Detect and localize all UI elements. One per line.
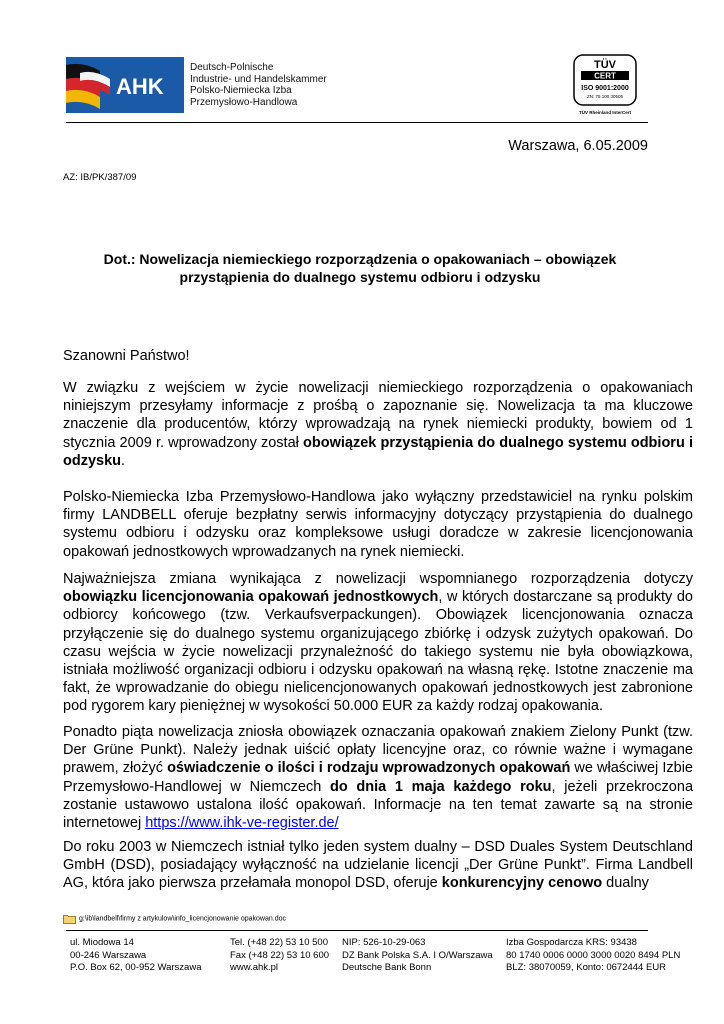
paragraph-text: Do roku 2003 w Niemczech istniał tylko jeden system dualny – DSD Duales System Deutschland GmbH (DSD), posiadający wyłączność na udzielanie licencji „Der Grüne Punkt”. Firma Landbell AG, która jako pierwsza przełamała monopol DSD, oferuje xyxy=(63,839,693,892)
paragraph-text: W związku z wejściem w życie nowelizacji niemieckiego rozporządzenia o opakowaniach niniejszym przesyłamy informacje z prośbą o zapoznanie się. Nowelizacja ta ma kluczowe znaczenie dla producentów, którzy wprowadzają na rynek niemiecki produkty, bowiem od 1 stycznia 2009 r. wprowadzony został xyxy=(63,380,693,451)
tuv-certificate-seal-icon xyxy=(566,54,644,118)
cert-number: ZN: 75.100.30505 xyxy=(586,94,624,99)
footer-line: www.ahk.pl xyxy=(230,962,279,973)
paragraph-green-dot xyxy=(63,723,693,832)
paragraph-landbell: Polsko-Niemiecka Izba Przemysłowo-Handlowa jako wyłączny przedstawiciel na rynku polskim firmy LANDBELL oferuje bezpłatny serwis informacyjny dotyczący przystąpienia do dualnego systemu odbioru i odzysku oraz kompleksowe usługi doradcze w zakresie licencjonowania opakowań jednostkowych wprowadzanych na rynek niemiecki. xyxy=(63,489,693,560)
chamber-names xyxy=(190,62,327,108)
cert-mark: TÜV xyxy=(594,59,616,71)
footer-line: NIP: 526-10-29-063 xyxy=(342,937,426,948)
paragraph-text: dualny xyxy=(602,875,649,892)
footer-line: Tel. (+48 22) 53 10 500 xyxy=(230,937,328,948)
salutation: Szanowni Państwo! xyxy=(63,348,190,364)
footer-contact xyxy=(230,937,329,975)
ahk-flag-logo-icon xyxy=(66,57,184,113)
footer-line: ul. Miodowa 14 xyxy=(70,937,134,948)
footer-line: BLZ: 38070059, Konto: 0672444 EUR xyxy=(506,962,667,973)
paragraph-dsd-history xyxy=(63,838,693,893)
footer-divider xyxy=(66,930,648,931)
letter-date: Warszawa, 6.05.2009 xyxy=(508,138,648,154)
letter-subject xyxy=(63,250,657,286)
footer-line: P.O. Box 62, 00-952 Warszawa xyxy=(70,962,202,973)
emphasis-text: obowiązek przystąpienia do dualnego systemu odbioru i odzysku xyxy=(63,434,693,469)
footer-line: 00-246 Warszawa xyxy=(70,949,147,961)
logo-text: AHK xyxy=(116,74,164,99)
footer-line: Deutsche Bank Bonn xyxy=(342,962,432,973)
cert-issuer: TÜV Rheinland InterCert xyxy=(578,110,632,115)
footer-line: Fax (+48 22) 53 10 600 xyxy=(230,949,330,961)
paragraph-text: . xyxy=(121,452,126,469)
register-link[interactable]: https://www.ihk-ve-register.de/ xyxy=(145,815,339,832)
org-name-line: Polsko-Niemiecka Izba xyxy=(190,85,292,96)
footer-address xyxy=(70,937,201,975)
footer-line: 80 1740 0006 0000 3000 0020 8494 PLN xyxy=(506,949,681,961)
footer-line: DZ Bank Polska S.A. I O/Warszawa xyxy=(342,949,493,961)
org-name-line: Przemysłowo-Handlowa xyxy=(190,96,298,108)
paragraph-text: we właściwej Izbie Przemysłowo-Handlowej w Niemczech xyxy=(63,760,693,795)
org-name-line: Deutsch-Polnische xyxy=(190,62,274,73)
subject-line: Dot.: Nowelizacja niemieckiego rozporządzenia o opakowaniach – obowiązek xyxy=(103,251,617,267)
footer-line: Izba Gospodarcza KRS: 93438 xyxy=(506,937,637,948)
paragraph-intro xyxy=(63,379,693,470)
file-path-text: g:\ib\landbell\firmy z artykulow\info_licencjonowanie opakowan.doc xyxy=(79,915,287,923)
header-divider xyxy=(66,122,648,123)
paragraph-text: , w których dostarczane są produkty do odbiorcy końcowego (tzw. Verkaufsverpackungen). Obowiązek licencjonowania oznacza przyłączenie się do dualnego systemu organizującego zbiórkę i odzysk zużytych opakowań. Do czasu wejścia w życie nowelizacji przynależność do takiego systemu nie była obowiązkowa, istniała możliwość organizacji odbioru i odzysku opakowań na własną rękę. Istotne znaczenie ma fakt, że wprowadzanie do obiegu nielicencjonowanych opakowań jednostkowych jest zabronione pod rygorem kary pieniężnej w wysokości 50.000 EUR za każdy rodzaj opakowania. xyxy=(63,589,693,715)
cert-band: CERT xyxy=(594,71,616,81)
footer-bank xyxy=(342,937,493,975)
ahk-logo xyxy=(66,57,336,113)
folder-icon xyxy=(63,914,76,924)
emphasis-text: do dnia 1 maja każdego roku xyxy=(330,778,552,795)
paragraph-text: Najważniejsza zmiana wynikająca z nowelizacji wspomnianego rozporządzenia dotyczy xyxy=(63,571,693,587)
emphasis-text: obowiązku licencjonowania opakowań jednostkowych xyxy=(63,589,439,606)
footer-accounts xyxy=(506,937,680,975)
emphasis-text: oświadczenie o ilości i rodzaju wprowadzonych opakowań xyxy=(167,760,571,777)
emphasis-text: konkurencyjny cenowo xyxy=(441,875,603,892)
document-file-path xyxy=(63,914,286,928)
org-name-line: Industrie- und Handelskammer xyxy=(190,73,327,85)
paragraph-text: Ponadto piąta nowelizacja zniosła obowiązek oznaczania opakowań znakiem Zielony Punkt (tzw. Der Grüne Punkt). Należy jednak uiścić opłaty licencyjne oraz, co równie ważne i wymagane prawem, złożyć xyxy=(63,724,693,777)
paragraph-main-change xyxy=(63,570,693,716)
reference-number: AZ: IB/PK/387/09 xyxy=(63,172,137,183)
cert-standard: ISO 9001:2000 xyxy=(581,85,629,92)
subject-line: przystąpienia do dualnego systemu odbioru i odzysku xyxy=(179,269,541,285)
paragraph-text: , jeżeli przekroczona zostanie ustawowo ustalona ilość opakowań. Informacje na ten temat zawarte są na stronie internetowej xyxy=(63,778,694,832)
